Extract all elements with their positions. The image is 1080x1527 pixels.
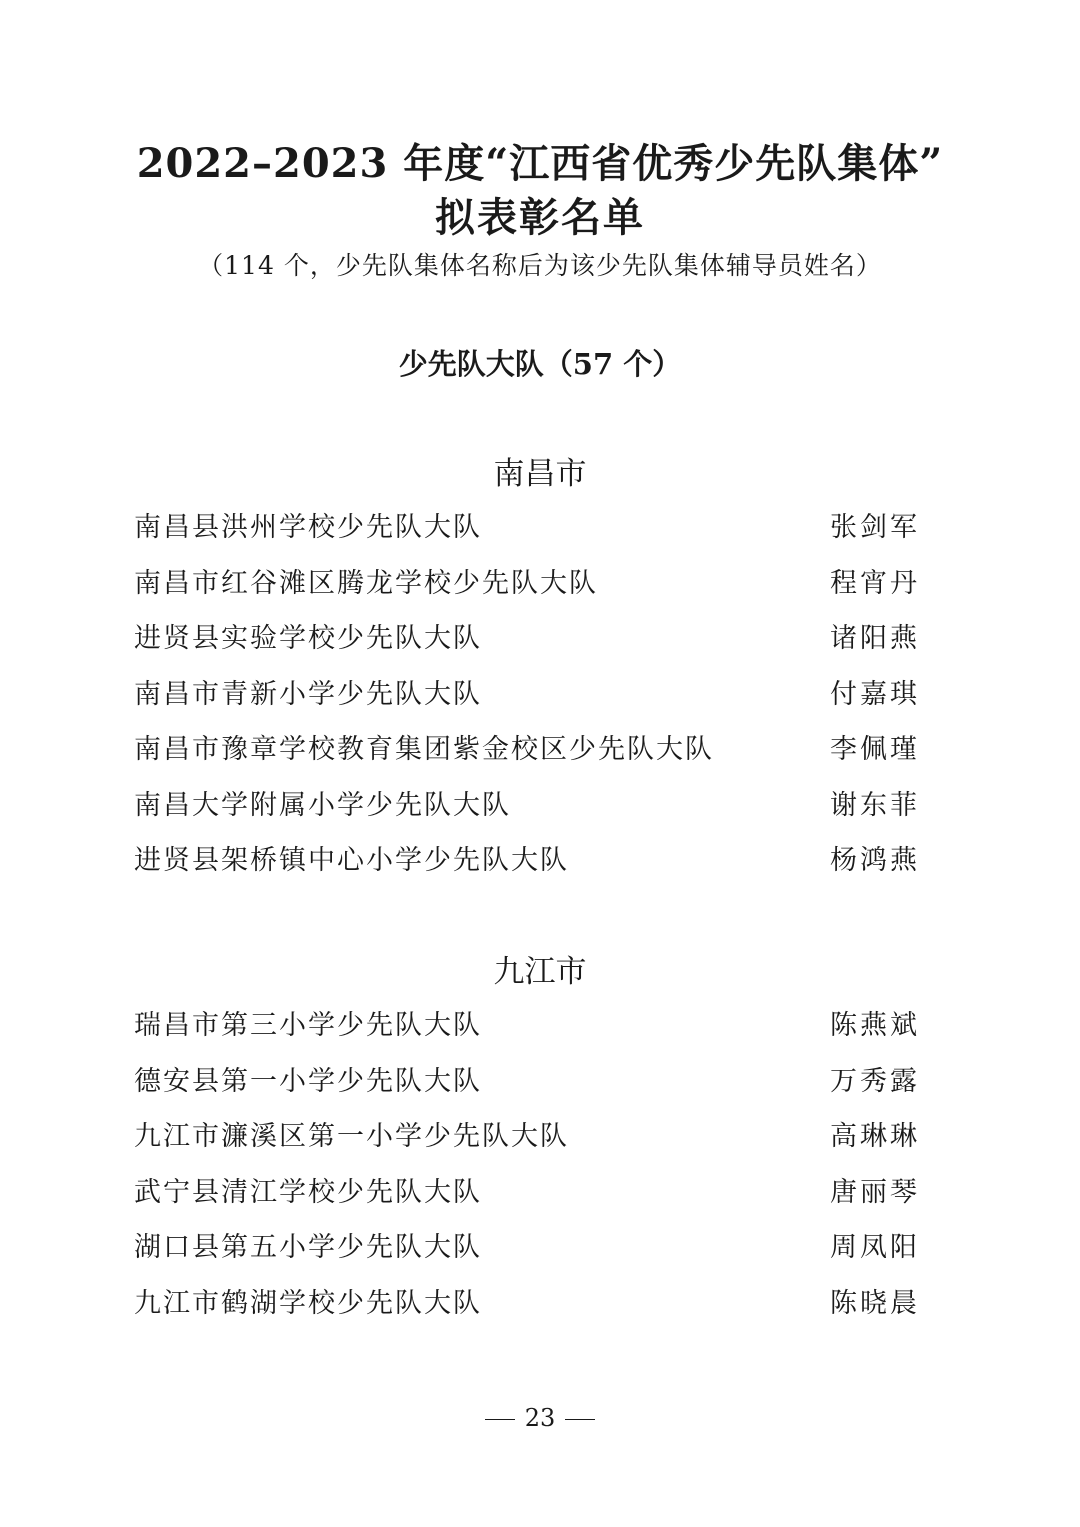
advisor-name: 陈燕斌 [830, 1010, 920, 1042]
page-number-value: 23 [524, 1404, 556, 1432]
list-jiujiang [134, 995, 920, 1328]
school-name: 瑞昌市第三小学少先队大队 [134, 1010, 482, 1042]
school-name: 进贤县实验学校少先队大队 [134, 623, 482, 655]
list-item [134, 1217, 920, 1273]
school-name: 南昌市豫章学校教育集团紫金校区少先队大队 [134, 734, 714, 766]
list-nanchang [134, 497, 920, 886]
city-heading-jiujiang: 九江市 [493, 954, 587, 990]
list-item [134, 1273, 920, 1329]
list-item [134, 1106, 920, 1162]
school-name: 九江市鹤湖学校少先队大队 [134, 1287, 482, 1319]
dash-right [565, 1419, 595, 1420]
advisor-name: 程宵丹 [830, 567, 920, 599]
list-item [134, 608, 920, 664]
list-item [134, 995, 920, 1051]
school-name: 九江市濂溪区第一小学少先队大队 [134, 1121, 569, 1153]
list-item [134, 1162, 920, 1218]
school-name: 南昌县洪州学校少先队大队 [134, 512, 482, 544]
document-subtitle: （114 个，少先队集体名称后为该少先队集体辅导员姓名） [198, 251, 882, 280]
advisor-name: 万秀露 [830, 1065, 920, 1097]
list-item [134, 719, 920, 775]
page-number [0, 1404, 1080, 1432]
advisor-name: 付嘉琪 [830, 678, 920, 710]
school-name: 德安县第一小学少先队大队 [134, 1065, 482, 1097]
document-title: 2022–2023 年度“江西省优秀少先队集体” [136, 140, 944, 187]
advisor-name: 周凤阳 [830, 1232, 920, 1264]
school-name: 湖口县第五小学少先队大队 [134, 1232, 482, 1264]
advisor-name: 杨鸿燕 [830, 845, 920, 877]
city-heading-nanchang: 南昌市 [493, 456, 587, 492]
category-heading: 少先队大队（57 个） [398, 347, 682, 381]
list-item [134, 775, 920, 831]
advisor-name: 李佩瑾 [830, 734, 920, 766]
list-item [134, 553, 920, 609]
advisor-name: 高琳琳 [830, 1121, 920, 1153]
school-name: 进贤县架桥镇中心小学少先队大队 [134, 845, 569, 877]
document-title-line2: 拟表彰名单 [435, 194, 645, 241]
school-name: 南昌市红谷滩区腾龙学校少先队大队 [134, 567, 598, 599]
advisor-name: 谢东菲 [830, 789, 920, 821]
school-name: 南昌市青新小学少先队大队 [134, 678, 482, 710]
school-name: 南昌大学附属小学少先队大队 [134, 789, 511, 821]
list-item [134, 664, 920, 720]
school-name: 武宁县清江学校少先队大队 [134, 1176, 482, 1208]
list-item [134, 497, 920, 553]
advisor-name: 陈晓晨 [830, 1287, 920, 1319]
dash-left [485, 1419, 515, 1420]
list-item [134, 830, 920, 886]
list-item [134, 1051, 920, 1107]
advisor-name: 唐丽琴 [830, 1176, 920, 1208]
advisor-name: 诸阳燕 [830, 623, 920, 655]
advisor-name: 张剑军 [830, 512, 920, 544]
